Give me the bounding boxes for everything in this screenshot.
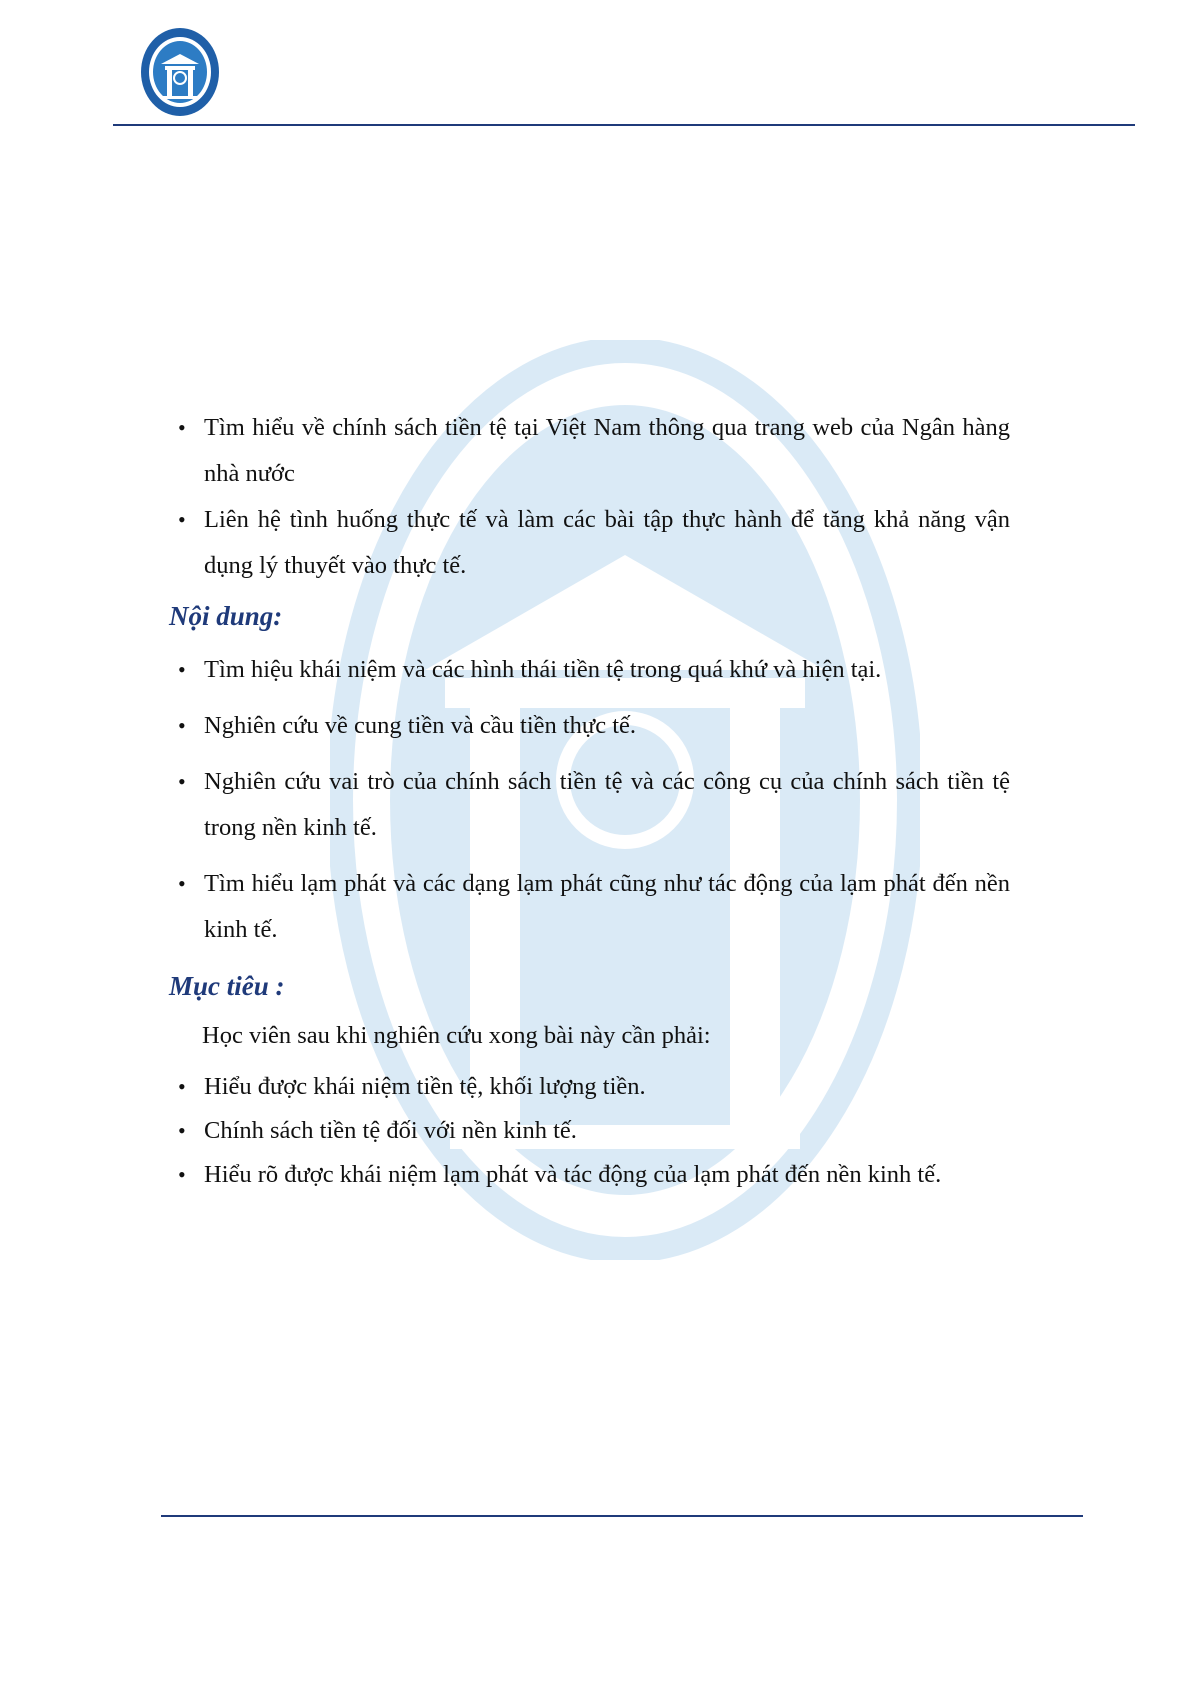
list-item: • Chính sách tiền tệ đối với nền kinh tế. (170, 1109, 1010, 1153)
list-item: • Tìm hiểu lạm phát và các dạng lạm phát cũng như tác động của lạm phát đến nền kinh tế. (170, 861, 1010, 953)
header-rule (113, 124, 1135, 126)
university-logo (139, 26, 221, 118)
footer-rule (161, 1515, 1083, 1517)
main-content (170, 405, 1010, 1197)
list-item: • Hiểu rõ được khái niệm lạm phát và tác động của lạm phát đến nền kinh tế. (170, 1153, 1010, 1197)
list-item: • Nghiên cứu về cung tiền và cầu tiền thực tế. (170, 703, 1010, 749)
list-item: • Hiểu được khái niệm tiền tệ, khối lượng tiền. (170, 1065, 1010, 1109)
objectives-list (170, 1065, 1010, 1197)
study-methods-list (170, 405, 1010, 589)
content-list (170, 647, 1010, 953)
section-heading-muc-tieu: Mục tiêu : (169, 971, 285, 1001)
list-item: • Tìm hiệu khái niệm và các hình thái tiền tệ trong quá khứ và hiện tại. (170, 647, 1010, 693)
list-item: • Tìm hiểu về chính sách tiền tệ tại Việt Nam thông qua trang web của Ngân hàng nhà nước (170, 405, 1010, 497)
list-item: • Liên hệ tình huống thực tế và làm các bài tập thực hành để tăng khả năng vận dụng lý thuyết vào thực tế. (170, 497, 1010, 589)
objectives-intro: Học viên sau khi nghiên cứu xong bài này cần phải: (202, 1022, 711, 1049)
section-heading-noi-dung: Nội dung: (169, 601, 283, 631)
list-item: • Nghiên cứu vai trò của chính sách tiền tệ và các công cụ của chính sách tiền tệ trong nền kinh tế. (170, 759, 1010, 851)
